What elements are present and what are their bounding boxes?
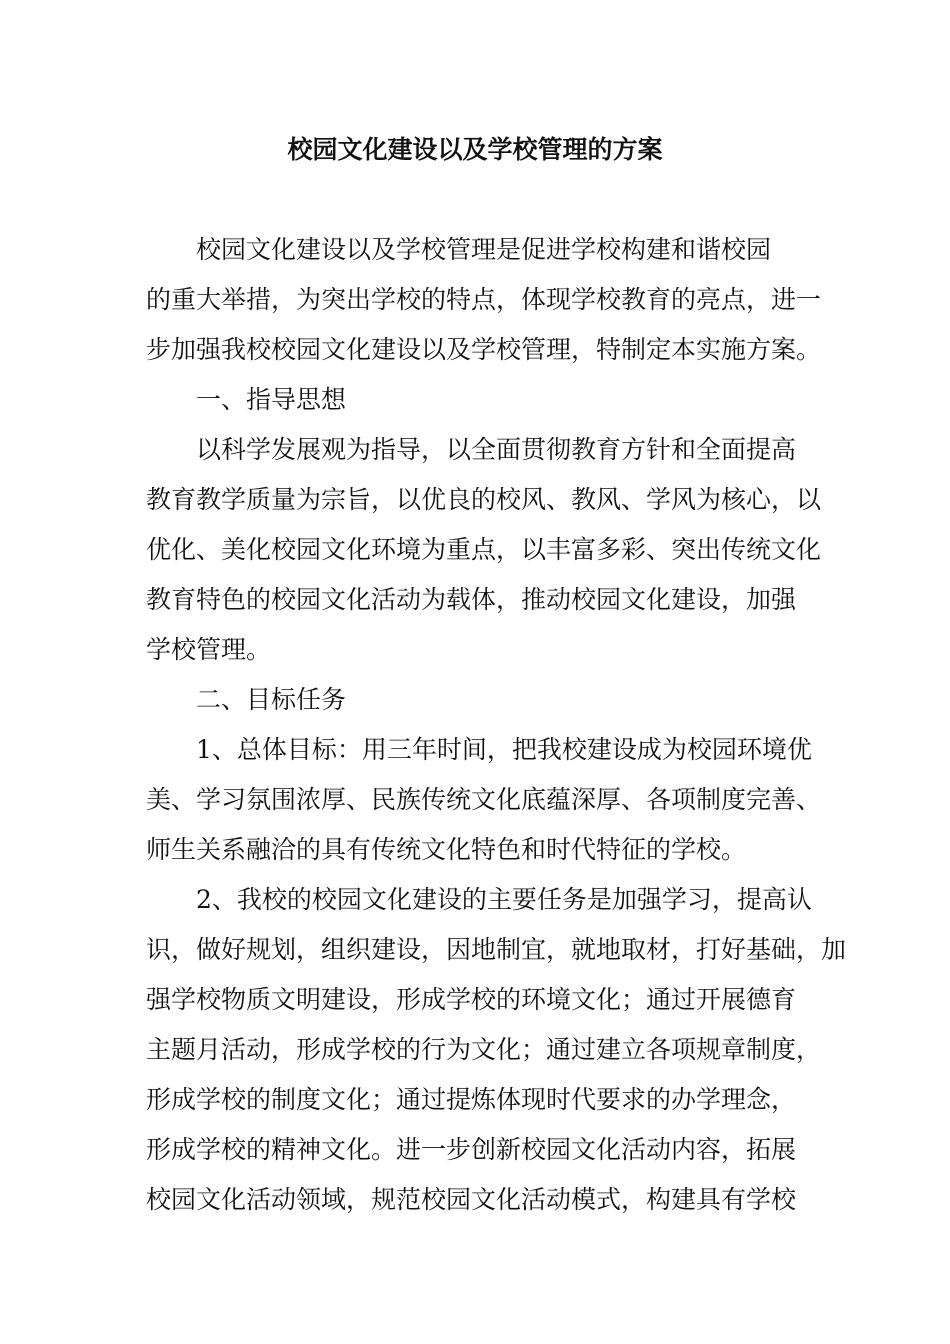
paragraph-overall-goal bbox=[146, 725, 822, 875]
text-line: 形成学校的精神文化。进一步创新校园文化活动内容，拓展 bbox=[146, 1135, 797, 1164]
text-line: 强学校物质文明建设，形成学校的环境文化；通过开展德育 bbox=[146, 985, 797, 1014]
text-line: 校园文化建设以及学校管理是促进学校构建和谐校园 bbox=[196, 235, 772, 264]
heading-text: 二、目标任务 bbox=[196, 685, 347, 714]
text-line: 美、学习氛围浓厚、民族传统文化底蕴深厚、各项制度完善、 bbox=[146, 785, 822, 814]
paragraph-main-tasks bbox=[146, 875, 847, 1225]
text-line: 优化、美化校园文化环境为重点，以丰富多彩、突出传统文化 bbox=[146, 535, 822, 564]
paragraph-intro bbox=[146, 225, 822, 375]
text-line: 识，做好规划，组织建设，因地制宜，就地取材，打好基础，加 bbox=[146, 935, 847, 964]
section-heading-goals-tasks bbox=[146, 675, 810, 725]
text-line: 教育特色的校园文化活动为载体，推动校园文化建设，加强 bbox=[146, 585, 797, 614]
text-line: 2、我校的校园文化建设的主要任务是加强学习，提高认 bbox=[196, 885, 812, 914]
document-body bbox=[146, 225, 847, 1225]
heading-text: 一、指导思想 bbox=[196, 385, 347, 414]
text-line: 步加强我校校园文化建设以及学校管理，特制定本实施方案。 bbox=[146, 335, 822, 364]
text-line: 主题月活动，形成学校的行为文化；通过建立各项规章制度， bbox=[146, 1035, 822, 1064]
text-line: 以科学发展观为指导，以全面贯彻教育方针和全面提高 bbox=[196, 435, 797, 464]
section-heading-guiding-thought bbox=[146, 375, 810, 425]
text-line: 形成学校的制度文化；通过提炼体现时代要求的办学理念， bbox=[146, 1085, 797, 1114]
text-line: 1、总体目标：用三年时间，把我校建设成为校园环境优 bbox=[196, 735, 812, 764]
text-line: 师生关系融洽的具有传统文化特色和时代特征的学校。 bbox=[146, 835, 747, 864]
text-line: 学校管理。 bbox=[146, 635, 272, 664]
document-title: 校园文化建设以及学校管理的方案 bbox=[287, 135, 663, 164]
text-line: 的重大举措，为突出学校的特点，体现学校教育的亮点，进一 bbox=[146, 285, 822, 314]
text-line: 校园文化活动领域，规范校园文化活动模式，构建具有学校 bbox=[146, 1185, 797, 1214]
text-line: 教育教学质量为宗旨，以优良的校风、教风、学风为核心，以 bbox=[146, 485, 822, 514]
paragraph-guiding-thought bbox=[146, 425, 822, 675]
